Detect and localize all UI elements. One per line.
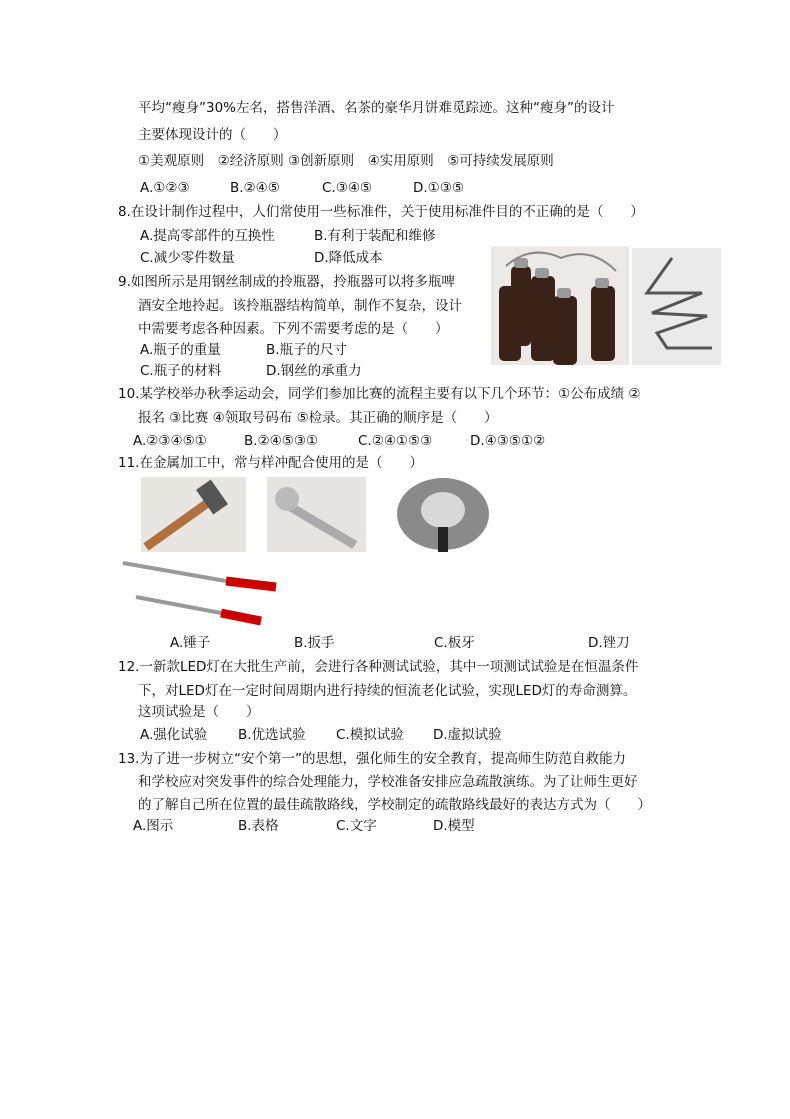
q12-option-a: A.强化试验 bbox=[140, 727, 208, 743]
q13-option-b: B.表格 bbox=[238, 818, 279, 834]
q12-line3: 这项试验是（ ） bbox=[138, 704, 260, 720]
q7-principles: ①美观原则 ②经济原则 ③创新原则 ④实用原则 ⑤可持续发展原则 bbox=[138, 153, 554, 169]
q11-option-b: B.扳手 bbox=[294, 635, 335, 651]
q11-option-a: A.锤子 bbox=[170, 635, 211, 651]
q12-line2: 下，对LED灯在一定时间周期内进行持续的恒流老化试验，实现LED灯的寿命测算。 bbox=[138, 683, 637, 699]
q10-line1: 10.某学校举办秋季运动会，同学们参加比赛的流程主要有以下几个环节：①公布成绩 ② bbox=[118, 386, 641, 402]
wire-carrier-photo bbox=[632, 248, 721, 365]
q8-option-c: C.减少零件数量 bbox=[140, 250, 235, 266]
hammer-photo bbox=[141, 477, 246, 552]
file-photo bbox=[121, 557, 279, 630]
q9-line1: 9.如图所示是用钢丝制成的拎瓶器，拎瓶器可以将多瓶啤 bbox=[118, 274, 455, 290]
q10-line2: 报名 ③比赛 ④领取号码布 ⑤检录。其正确的顺序是（ ） bbox=[138, 410, 498, 426]
q10-option-a: A.②③④⑤① bbox=[133, 433, 207, 449]
q12-option-d: D.虚拟试验 bbox=[433, 727, 502, 743]
q7-line1: 平均“瘦身”30%左名，搭售洋酒、名茶的豪华月饼难觅踪迹。这种“瘦身”的设计 bbox=[138, 100, 615, 116]
q10-option-b: B.②④⑤③① bbox=[244, 433, 319, 449]
q8-option-d: D.降低成本 bbox=[314, 250, 383, 266]
die-photo bbox=[393, 472, 492, 555]
q9-option-d: D.钢丝的承重力 bbox=[266, 363, 362, 379]
q9-line3: 中需要考虑各种因素。下列不需要考虑的是（ ） bbox=[138, 321, 449, 337]
q7-option-d: D.①③⑤ bbox=[413, 180, 464, 196]
q12-option-b: B.优选试验 bbox=[238, 727, 306, 743]
q11-option-c: C.板牙 bbox=[434, 635, 475, 651]
q13-option-c: C.文字 bbox=[336, 818, 377, 834]
q7-line2: 主要体现设计的（ ） bbox=[138, 127, 287, 143]
q11-line1: 11.在金属加工中，常与样冲配合使用的是（ ） bbox=[118, 455, 423, 471]
q10-option-d: D.④③⑤①② bbox=[470, 433, 546, 449]
q13-line1: 13.为了进一步树立“安个第一”的思想，强化师生的安全教育，提高师生防范自救能力 bbox=[118, 751, 626, 767]
q13-line3: 的了解自己所在位置的最佳疏散路线，学校制定的疏散路线最好的表达方式为（ ） bbox=[138, 797, 651, 813]
q7-option-b: B.②④⑤ bbox=[230, 180, 280, 196]
bottle-carrier-photo bbox=[491, 246, 629, 365]
q8-option-b: B.有利于装配和维修 bbox=[314, 228, 436, 244]
q13-option-d: D.模型 bbox=[433, 818, 475, 834]
q9-option-b: B.瓶子的尺寸 bbox=[266, 342, 348, 358]
q12-option-c: C.模拟试验 bbox=[336, 727, 404, 743]
q7-option-c: C.③④⑤ bbox=[322, 180, 373, 196]
q9-option-c: C.瓶子的材料 bbox=[140, 363, 222, 379]
q10-option-c: C.②④①⑤③ bbox=[358, 433, 433, 449]
q9-option-a: A.瓶子的重量 bbox=[140, 342, 221, 358]
q13-option-a: A.图示 bbox=[133, 818, 174, 834]
q9-line2: 酒安全地拎起。该拎瓶器结构简单，制作不复杂，设计 bbox=[138, 298, 462, 314]
q8-option-a: A.提高零部件的互换性 bbox=[140, 228, 275, 244]
q13-line2: 和学校应对突发事件的综合处理能力，学校准备安排应急疏散演练。为了让师生更好 bbox=[138, 774, 638, 790]
q11-option-d: D.锉刀 bbox=[588, 635, 630, 651]
q12-line1: 12.一新款LED灯在大批生产前，会进行各种测试试验，其中一项测试试验是在恒温条件 bbox=[118, 659, 639, 675]
q8-line1: 8.在设计制作过程中，人们常使用一些标准件，关于使用标准件目的不正确的是（ ） bbox=[118, 204, 644, 220]
q7-option-a: A.①②③ bbox=[140, 180, 190, 196]
wrench-photo bbox=[267, 477, 366, 552]
